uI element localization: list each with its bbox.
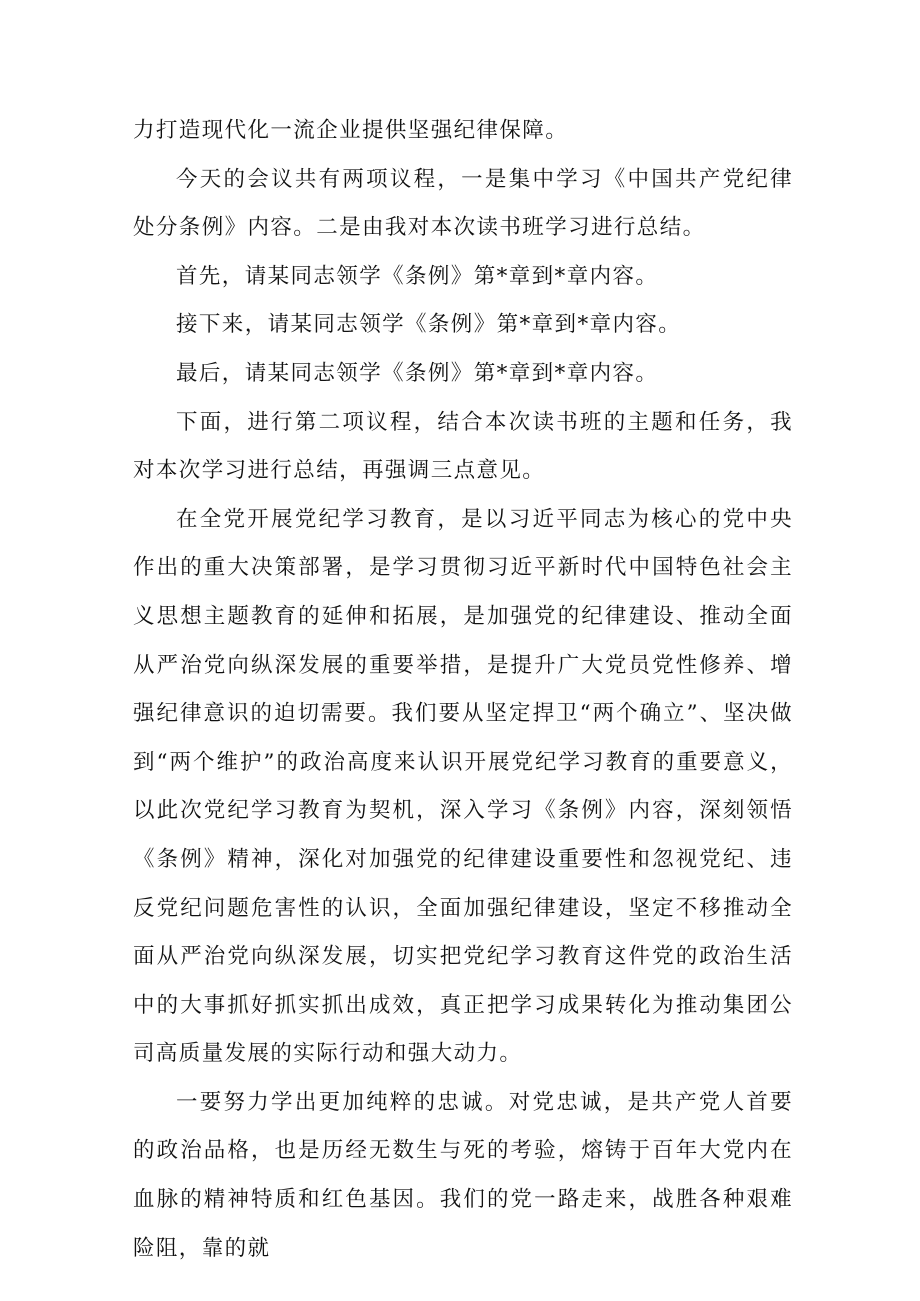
paragraph-second-agenda: 下面，进行第二项议程，结合本次读书班的主题和任务，我对本次学习进行总结，再强调三点意见。 [133, 409, 793, 484]
paragraph-significance: 在全党开展党纪学习教育，是以习近平同志为核心的党中央作出的重大决策部署，是学习贯彻习近平新时代中国特色社会主义思想主题教育的延伸和拓展，是加强党的纪律建设、推动全面从严治党向纵深发展的重要举措，是提升广大党员党性修养、增强纪律意识的迫切需要。我们要从坚定捍卫“两个确立”、坚决做到“两个维护”的政治高度来认识开展党纪学习教育的重要意义，以此次党纪学习教育为契机，深入学习《条例》内容，深刻领悟《条例》精神，深化对加强党的纪律建设重要性和忽视党纪、违反党纪问题危害性的认识，全面加强纪律建设，坚定不移推动全面从严治党向纵深发展，切实把党纪学习教育这件党的政治生活中的大事抓好抓实抓出成效，真正把学习成果转化为推动集团公司高质量发展的实际行动和强大动力。 [133, 506, 793, 1067]
paragraph-first-reader: 首先，请某同志领学《条例》第*章到*章内容。 [176, 263, 659, 289]
paragraph-second-reader: 接下来，请某同志领学《条例》第*章到*章内容。 [176, 312, 682, 338]
paragraph-agenda: 今天的会议共有两项议程，一是集中学习《中国共产党纪律处分条例》内容。二是由我对本次读书班学习进行总结。 [133, 166, 793, 241]
document-body [133, 107, 793, 1273]
paragraph-continuation: 力打造现代化一流企业提供坚强纪律保障。 [133, 118, 569, 143]
paragraph-last-reader: 最后，请某同志领学《条例》第*章到*章内容。 [176, 360, 659, 386]
paragraph-loyalty: 一要努力学出更加纯粹的忠诚。对党忠诚，是共产党人首要的政治品格，也是历经无数生与死的考验，熔铸于百年大党内在血脉的精神特质和红色基因。我们的党一路走来，战胜各种艰难险阻，靠的就 [133, 1089, 793, 1261]
